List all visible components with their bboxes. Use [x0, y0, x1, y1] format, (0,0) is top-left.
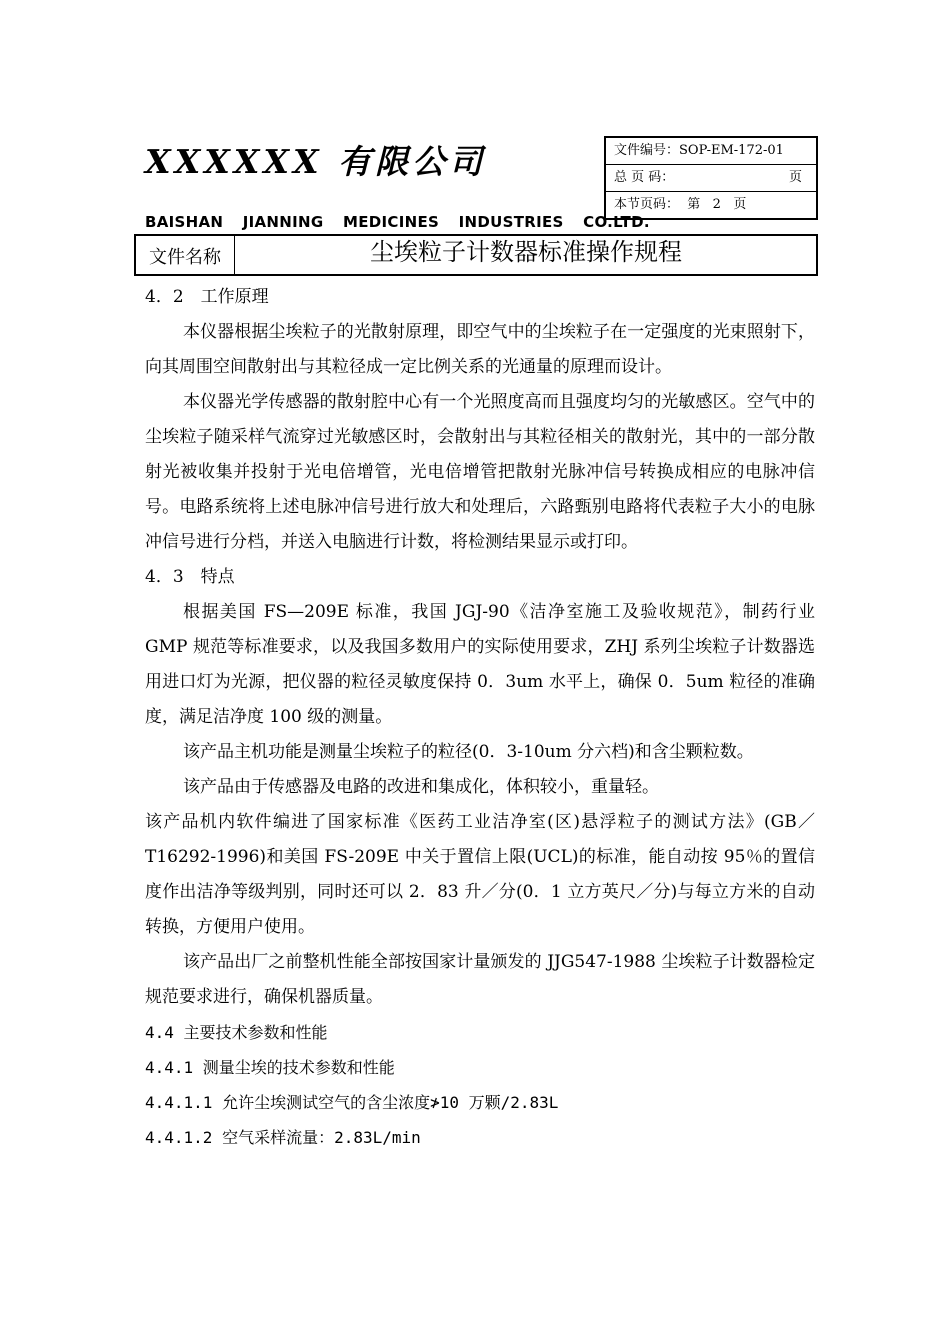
paragraph: 本仪器光学传感器的散射腔中心有一个光照度高而且强度均匀的光敏感区。空气中的尘埃粒子随采样气流穿过光敏感区时，会散射出与其粒径相关的散射光，其中的一部分散射光被收集并投射于光电倍增管，光电倍增管把散射光脉冲信号转换成相应的电脉冲信号。电路系统将上述电脉冲信号进行放大和处理后，六路甄别电路将代表粒子大小的电脉冲信号进行分档，并送入电脑进行计数，将检测结果显示或打印。 — [145, 392, 815, 552]
item-4-4-1-1: 4.4.1.1 允许尘埃测试空气的含尘浓度≯10 万颗/2.83L — [145, 1093, 559, 1112]
paragraph: 该产品机内软件编进了国家标准《医药工业洁净室(区)悬浮粒子的测试方法》(GB／T16292-1996)和美国 FS-209E 中关于置信上限(UCL)的标准，能自动按 95％的置信度作出洁净等级判别，同时还可以 2．83 升／分(0．1 立方英尺／分)与每立方米的自动转换，方便用户使用。 — [145, 812, 815, 937]
heading-4-3: 4．3 特点 — [145, 567, 235, 587]
total-pages-row — [606, 165, 816, 192]
paragraph: 该产品主机功能是测量尘埃粒子的粒径(0．3-10um 分六档)和含尘颗粒数。 — [183, 742, 754, 762]
item-4-4-1-2: 4.4.1.2 空气采样流量：2.83L/min — [145, 1128, 421, 1147]
doc-number: 文件编号：SOP-EM-172-01 — [606, 138, 816, 165]
total-pages-unit: 页 — [788, 170, 802, 185]
doc-title: 尘埃粒子计数器标准操作规程 — [370, 238, 682, 266]
total-pages-label: 总 页 码： — [614, 170, 675, 185]
section-page: 本节页码： 第 2 页 — [614, 197, 747, 212]
heading-4-4: 4.4 主要技术参数和性能 — [145, 1023, 328, 1042]
heading-4-2: 4．2 工作原理 — [145, 287, 269, 307]
paragraph: 该产品由于传感器及电路的改进和集成化，体积较小，重量轻。 — [183, 777, 659, 797]
paragraph: 本仪器根据尘埃粒子的光散射原理，即空气中的尘埃粒子在一定强度的光束照射下，向其周围空间散射出与其粒径成一定比例关系的光通量的原理而设计。 — [145, 322, 815, 377]
document-title-bar — [134, 234, 818, 276]
heading-4-4-1: 4.4.1 测量尘埃的技术参数和性能 — [145, 1058, 395, 1077]
company-name-cn: XXXXXX 有限公司 — [145, 142, 487, 181]
document-body — [145, 280, 815, 1155]
doc-name-label: 文件名称 — [136, 236, 235, 274]
company-name-en: BAISHAN JIANNING MEDICINES INDUSTRIES CO.LTD. — [145, 213, 650, 231]
paragraph: 根据美国 FS—209E 标准，我国 JGJ-90《洁净室施工及验收规范》，制药行业 GMP 规范等标准要求，以及我国多数用户的实际使用要求，ZHJ 系列尘埃粒子计数器选用进口灯为光源，把仪器的粒径灵敏度保持 0．3um 水平上，确保 0．5um 粒径的准确度，满足洁净度 100 级的测量。 — [145, 602, 815, 727]
paragraph: 该产品出厂之前整机性能全部按国家计量颁发的 JJG547-1988 尘埃粒子计数器检定规范要求进行，确保机器质量。 — [145, 952, 815, 1007]
document-info-box — [604, 136, 818, 220]
